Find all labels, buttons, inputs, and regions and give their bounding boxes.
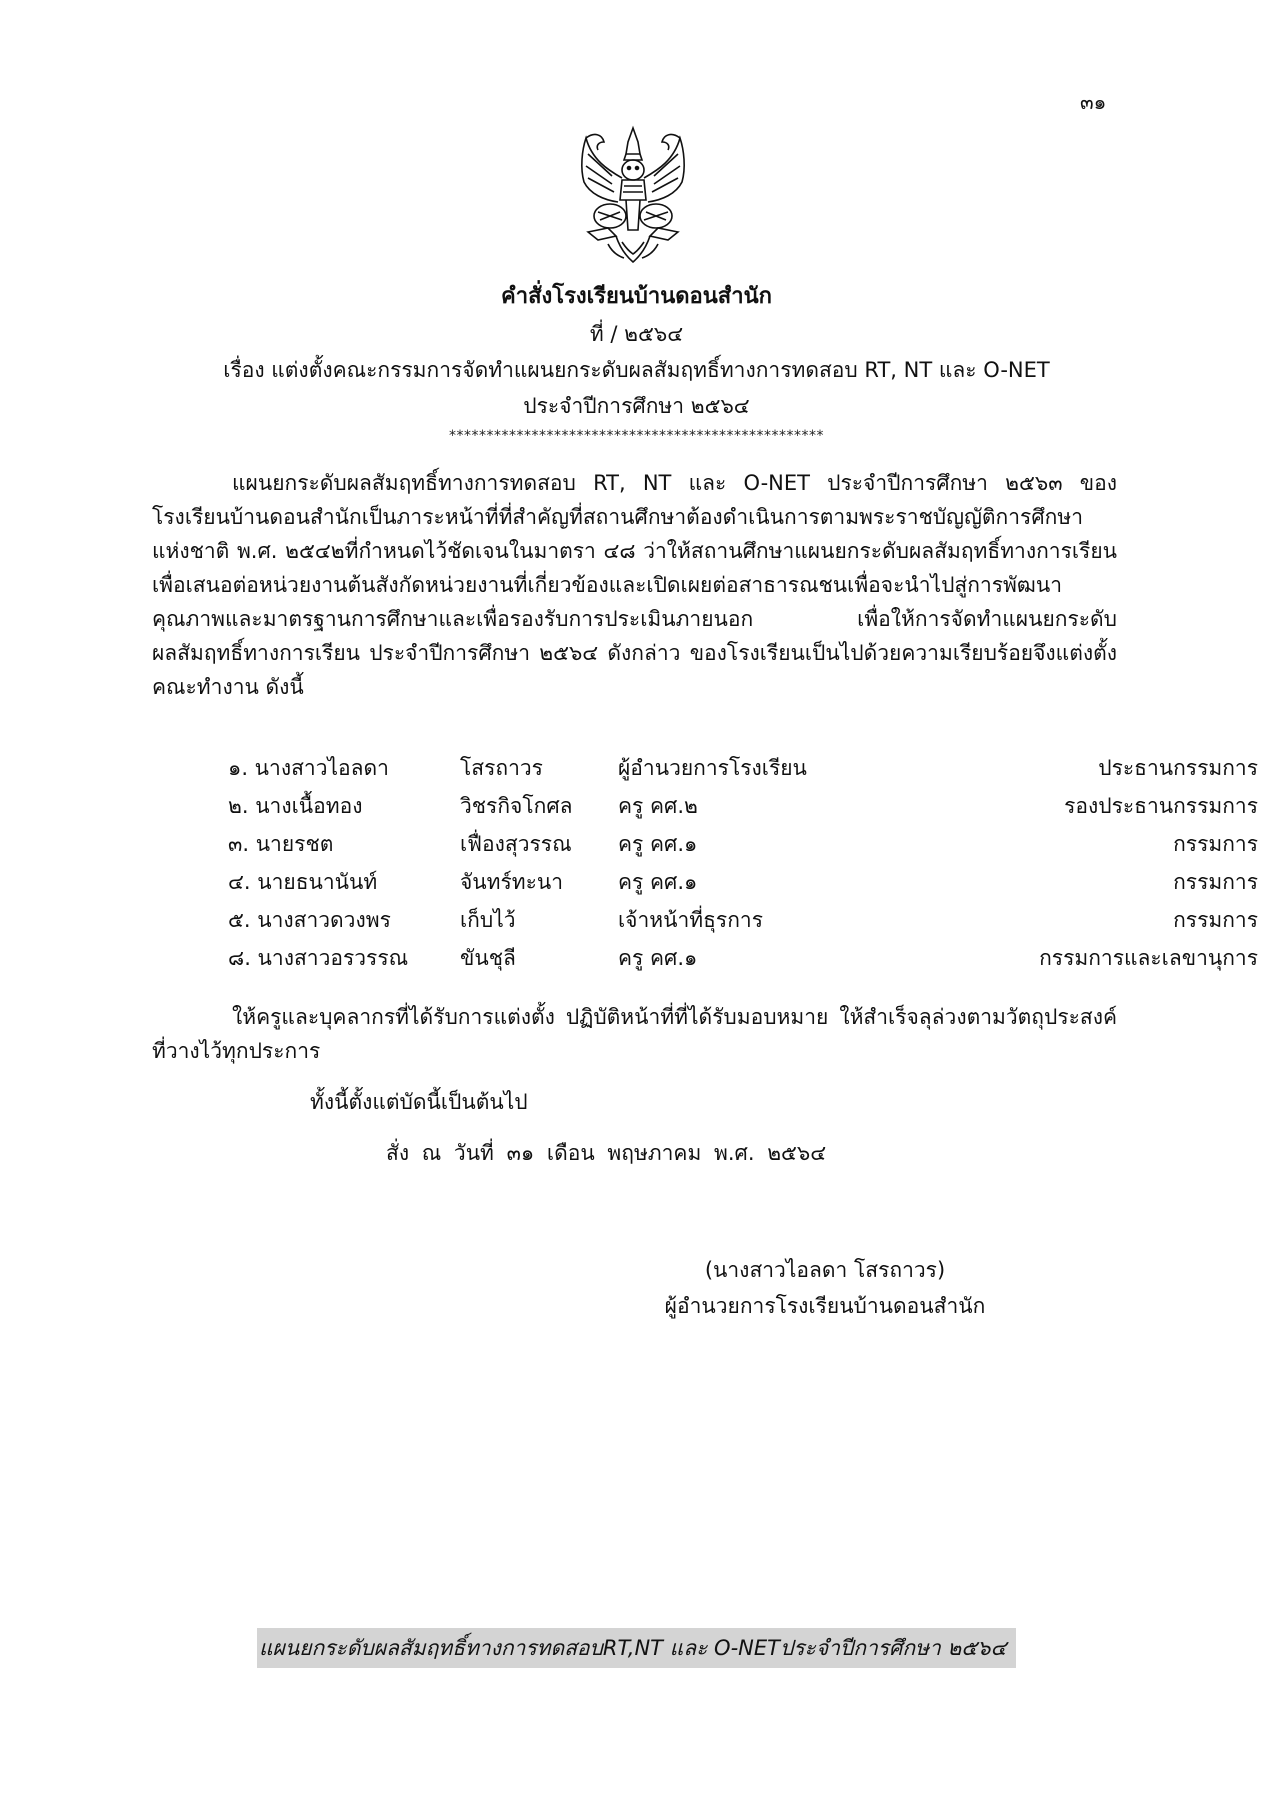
member-name: ๔. นายธนานันท์ bbox=[228, 870, 378, 894]
member-surname: เก็บไว้ bbox=[460, 908, 516, 932]
member-role: กรรมการ bbox=[1173, 870, 1258, 894]
member-surname: โสรถาวร bbox=[460, 756, 543, 780]
member-position: ครู คศ.๒ bbox=[618, 794, 698, 818]
member-name: ๑. นางสาวไอลดา bbox=[228, 756, 389, 780]
member-surname: วิชรกิจโกศล bbox=[460, 794, 573, 818]
page-footer: แผนยกระดับผลสัมฤทธิ์ทางการทดสอบRT,NT และ O-NETประจำปีการศึกษา ๒๕๖๔ bbox=[257, 1628, 1016, 1668]
subject-line: เรื่อง แต่งตั้งคณะกรรมการจัดทำแผนยกระดับผลสัมฤทธิ์ทางการทดสอบ RT, NT และ O-NET bbox=[223, 358, 1050, 382]
order-date: สั่ง ณ วันที่ ๓๑ เดือน พฤษภาคม พ.ศ. ๒๕๖๔ bbox=[386, 1141, 827, 1165]
instruction-paragraph bbox=[152, 1000, 1117, 1068]
member-position: ครู คศ.๑ bbox=[618, 946, 698, 970]
signatory-name: (นางสาวไอลดา โสรถาวร) bbox=[704, 1258, 946, 1282]
member-name: ๓. นายรชต bbox=[228, 832, 334, 856]
member-surname: ขันชุลี bbox=[460, 946, 516, 970]
paragraph-line: แห่งชาติ พ.ศ. ๒๕๔๒ที่กำหนดไว้ชัดเจนในมาตรา ๔๘ ว่าให้สถานศึกษาแผนยกระดับผลสัมฤทธิ์ทางการเรียน bbox=[152, 539, 1117, 563]
paragraph-line: คณะทำงาน ดังนี้ bbox=[152, 675, 304, 699]
paragraph-line: ผลสัมฤทธิ์ทางการเรียน ประจำปีการศึกษา ๒๕๖๔ ดังกล่าว ของโรงเรียนเป็นไปด้วยความเรียบร้อยจึงแต่งตั้ง bbox=[152, 641, 1117, 665]
member-role: กรรมการ bbox=[1173, 908, 1258, 932]
page-number: ๓๑ bbox=[1080, 90, 1107, 114]
member-position: ครู คศ.๑ bbox=[618, 870, 698, 894]
member-position: เจ้าหน้าที่ธุรการ bbox=[618, 908, 763, 932]
paragraph-line: โรงเรียนบ้านดอนสำนักเป็นภาระหน้าที่ที่สำคัญที่สถานศึกษาต้องดำเนินการตามพระราชบัญญัติการศึกษา bbox=[152, 505, 1084, 529]
member-surname: เฟื่องสุวรรณ bbox=[460, 832, 572, 856]
closing-statement: ทั้งนี้ตั้งแต่บัดนี้เป็นต้นไป bbox=[310, 1090, 528, 1114]
member-role: กรรมการ bbox=[1173, 832, 1258, 856]
paragraph-line: ให้ครูและบุคลากรที่ได้รับการแต่งตั้ง ปฏิบัติหน้าที่ที่ได้รับมอบหมาย ให้สำเร็จลุล่วงตามวัตถุประสงค์ bbox=[232, 1005, 1117, 1029]
paragraph-line: ที่วางไว้ทุกประการ bbox=[152, 1039, 321, 1063]
separator-line: ************************************************** bbox=[449, 428, 824, 444]
member-name: ๒. นางเนื้อทอง bbox=[228, 794, 363, 818]
signatory-title: ผู้อำนวยการโรงเรียนบ้านดอนสำนัก bbox=[664, 1294, 986, 1318]
member-surname: จันทร์ทะนา bbox=[460, 870, 564, 894]
member-role: กรรมการและเลขานุการ bbox=[1039, 946, 1258, 970]
paragraph-line: คุณภาพและมาตรฐานการศึกษาและเพื่อรองรับการประเมินภายนอก เพื่อให้การจัดทำแผนยกระดับ bbox=[152, 607, 1117, 631]
member-name: ๘. นางสาวอรวรรณ bbox=[228, 946, 409, 970]
member-position: ผู้อำนวยการโรงเรียน bbox=[618, 756, 807, 780]
member-position: ครู คศ.๑ bbox=[618, 832, 698, 856]
document-title: คำสั่งโรงเรียนบ้านดอนสำนัก bbox=[501, 284, 772, 309]
member-name: ๕. นางสาวดวงพร bbox=[228, 908, 391, 932]
paragraph-line: แผนยกระดับผลสัมฤทธิ์ทางการทดสอบ RT, NT และ O-NET ประจำปีการศึกษา ๒๕๖๓ ของ bbox=[232, 471, 1117, 495]
intro-paragraph bbox=[152, 466, 1117, 704]
paragraph-line: เพื่อเสนอต่อหน่วยงานต้นสังกัดหน่วยงานที่เกี่ยวข้องและเปิดเผยต่อสาธารณชนเพื่อจะนำไปสู่การพัฒนา bbox=[152, 573, 1062, 597]
member-role: รองประธานกรรมการ bbox=[1064, 794, 1258, 818]
garuda-emblem-icon bbox=[568, 120, 698, 270]
member-role: ประธานกรรมการ bbox=[1098, 756, 1258, 780]
academic-year-line: ประจำปีการศึกษา ๒๕๖๔ bbox=[523, 394, 750, 418]
order-number: ที่ / ๒๕๖๔ bbox=[589, 322, 684, 346]
